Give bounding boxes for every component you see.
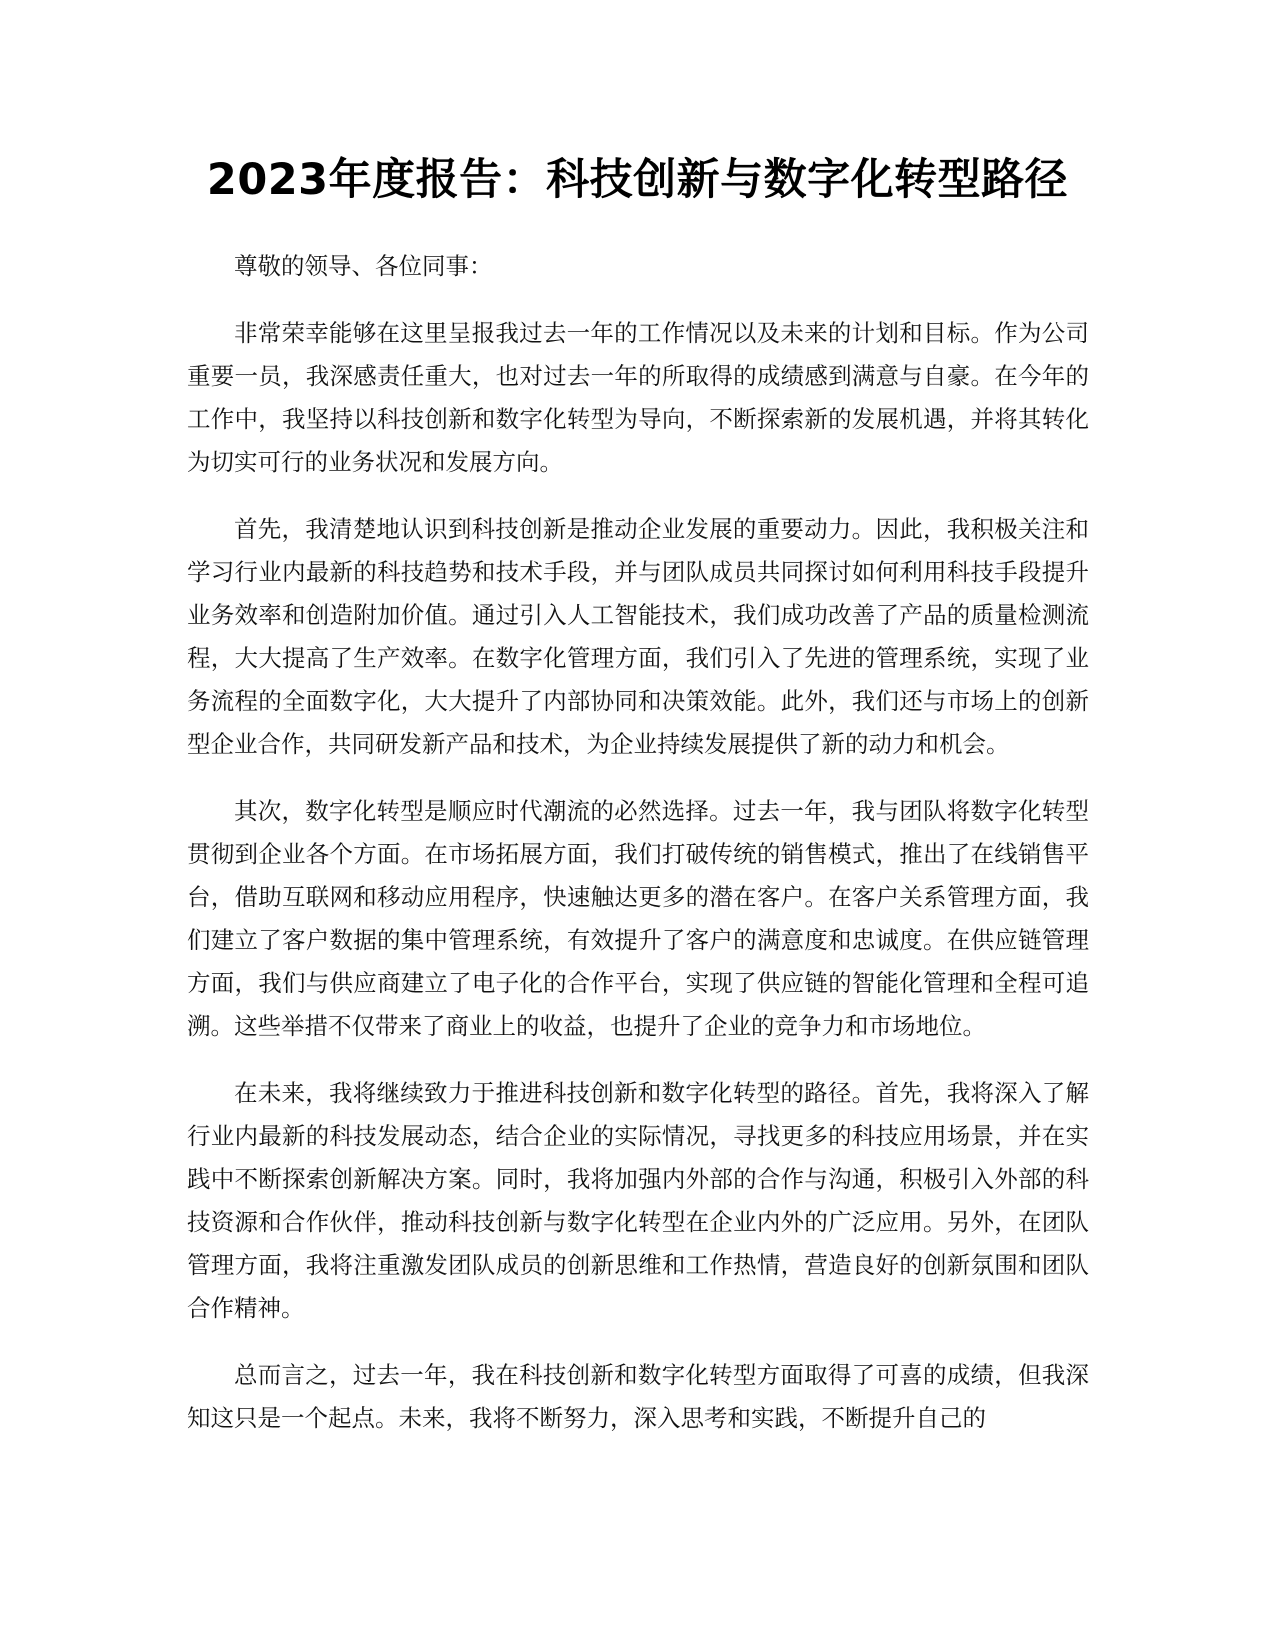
tech-innovation-paragraph: 首先，我清楚地认识到科技创新是推动企业发展的重要动力。因此，我积极关注和学习行业内最新的科技趋势和技术手段，并与团队成员共同探讨如何利用科技手段提升业务效率和创造附加价值。通过引入人工智能技术，我们成功改善了产品的质量检测流程，大大提高了生产效率。在数字化管理方面，我们引入了先进的管理系统，实现了业务流程的全面数字化，大大提升了内部协同和决策效能。此外，我们还与市场上的创新型企业合作，共同研发新产品和技术，为企业持续发展提供了新的动力和机会。 bbox=[187, 515, 1089, 758]
intro-paragraph: 非常荣幸能够在这里呈报我过去一年的工作情况以及未来的计划和目标。作为公司重要一员，我深感责任重大，也对过去一年的所取得的成绩感到满意与自豪。在今年的工作中，我坚持以科技创新和数字化转型为导向，不断探索新的发展机遇，并将其转化为切实可行的业务状况和发展方向。 bbox=[187, 319, 1089, 476]
digital-transformation-paragraph: 其次，数字化转型是顺应时代潮流的必然选择。过去一年，我与团队将数字化转型贯彻到企业各个方面。在市场拓展方面，我们打破传统的销售模式，推出了在线销售平台，借助互联网和移动应用程序，快速触达更多的潜在客户。在客户关系管理方面，我们建立了客户数据的集中管理系统，有效提升了客户的满意度和忠诚度。在供应链管理方面，我们与供应商建立了电子化的合作平台，实现了供应链的智能化管理和全程可追溯。这些举措不仅带来了商业上的收益，也提升了企业的竞争力和市场地位。 bbox=[187, 797, 1089, 1040]
document-body bbox=[187, 245, 1089, 1464]
salutation-paragraph: 尊敬的领导、各位同事： bbox=[234, 252, 493, 280]
future-plan-paragraph: 在未来，我将继续致力于推进科技创新和数字化转型的路径。首先，我将深入了解行业内最新的科技发展动态，结合企业的实际情况，寻找更多的科技应用场景，并在实践中不断探索创新解决方案。同时，我将加强内外部的合作与沟通，积极引入外部的科技资源和合作伙伴，推动科技创新与数字化转型在企业内外的广泛应用。另外，在团队管理方面，我将注重激发团队成员的创新思维和工作热情，营造良好的创新氛围和团队合作精神。 bbox=[187, 1079, 1089, 1322]
summary-paragraph: 总而言之，过去一年，我在科技创新和数字化转型方面取得了可喜的成绩，但我深知这只是一个起点。未来，我将不断努力，深入思考和实践，不断提升自己的 bbox=[187, 1361, 1089, 1432]
document-title: 2023年度报告：科技创新与数字化转型路径 bbox=[206, 155, 1069, 205]
